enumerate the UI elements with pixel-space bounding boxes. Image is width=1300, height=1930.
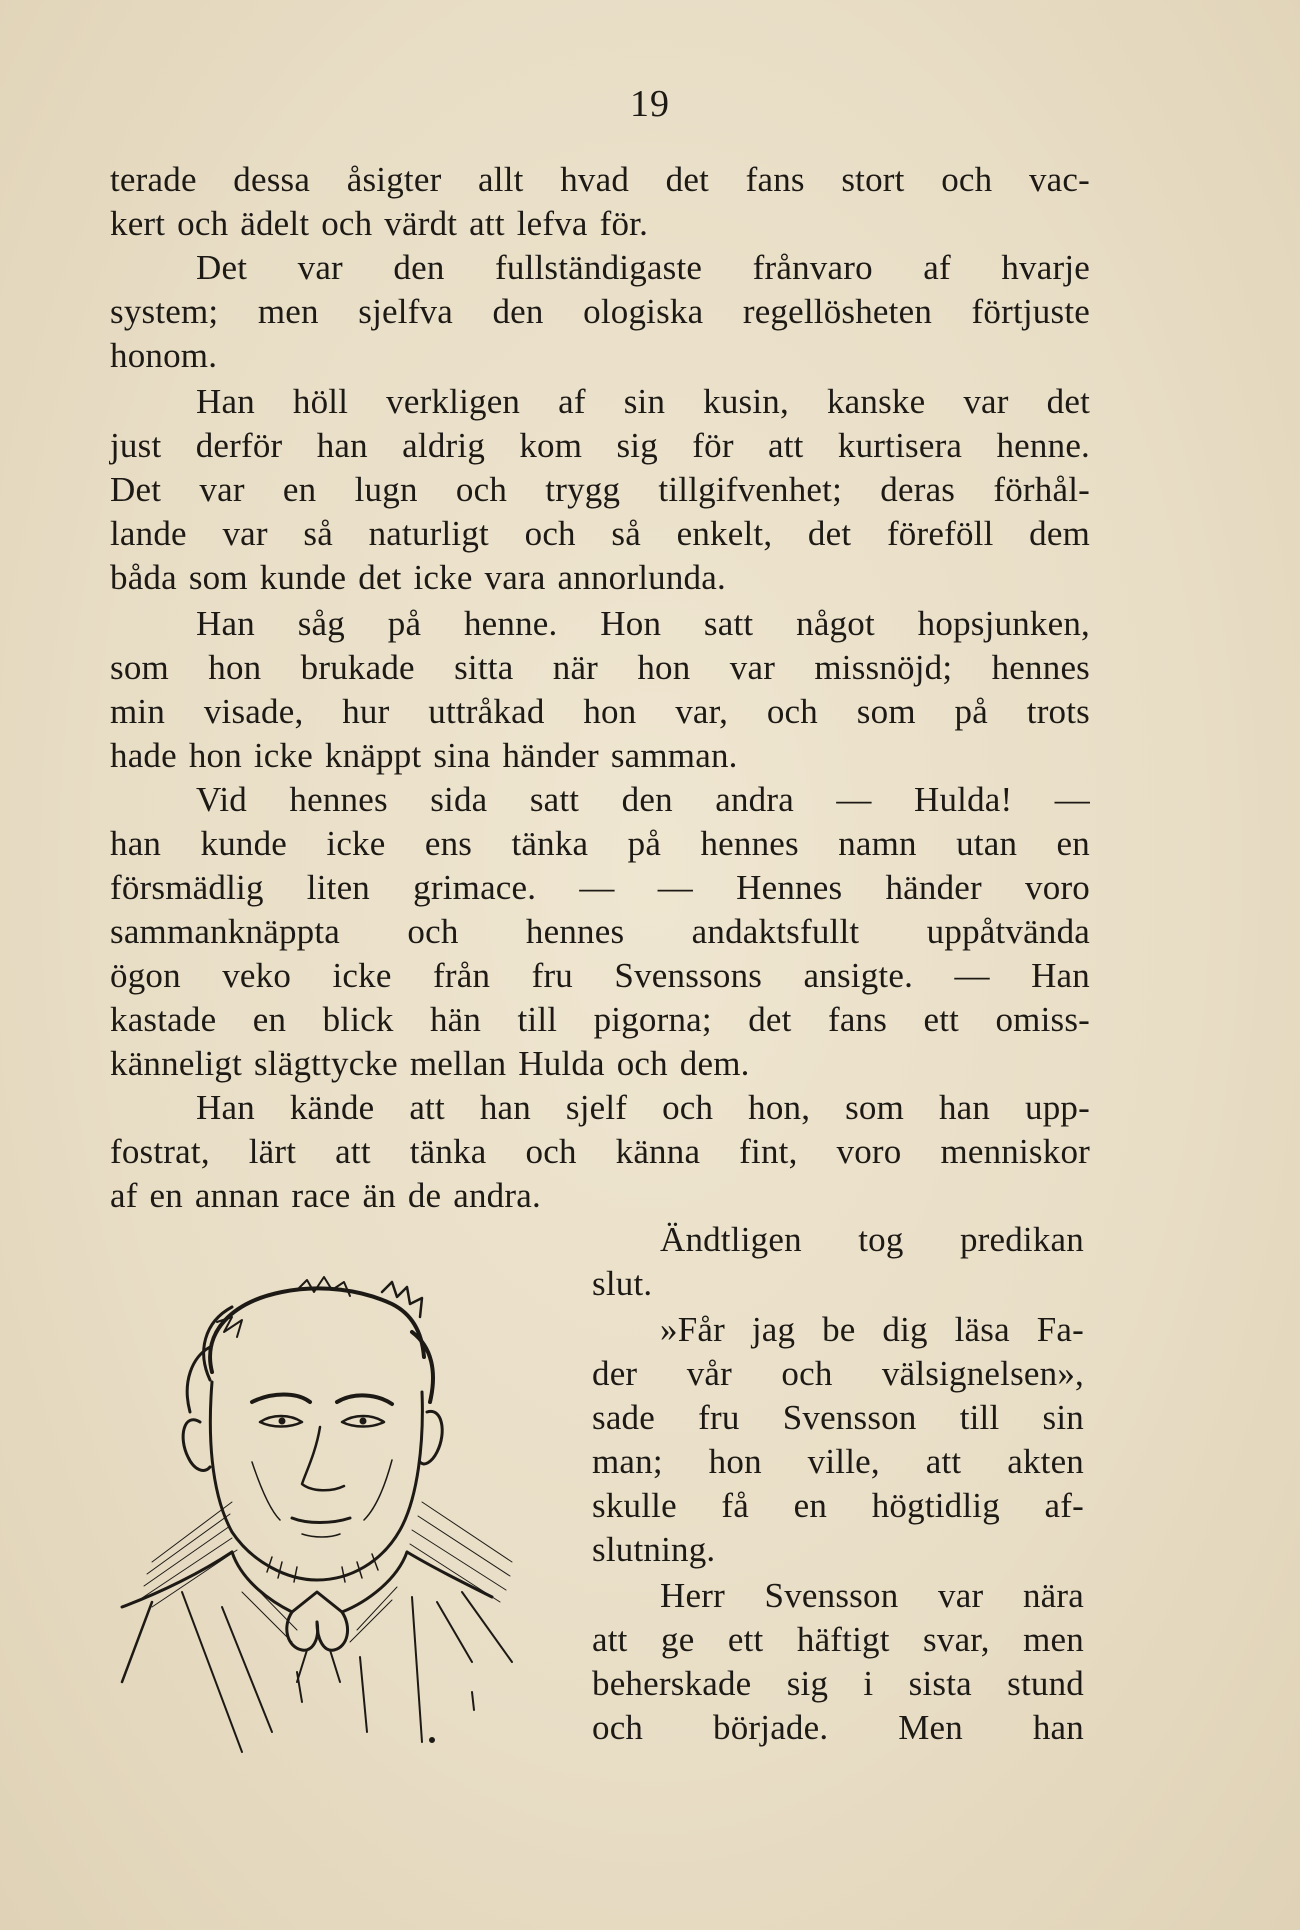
- column-text-line: Ändtligen tog predikan: [660, 1220, 1084, 1259]
- text-line: Han såg på henne. Hon satt något hopsjunken,: [196, 604, 1090, 643]
- text-line: Det var en lugn och trygg tillgifvenhet; deras förhål-: [110, 470, 1090, 509]
- text-line: kastade en blick hän till pigorna; det fans ett omiss-: [110, 1000, 1090, 1039]
- text-line: fostrat, lärt att tänka och känna fint, voro menniskor: [110, 1132, 1090, 1171]
- text-line: terade dessa åsigter allt hvad det fans stort och vac-: [110, 160, 1090, 199]
- column-text-line: slutning.: [592, 1530, 716, 1569]
- column-text-line: och började. Men han: [592, 1708, 1084, 1747]
- text-line: Han kände att han sjelf och hon, som han upp-: [196, 1088, 1090, 1127]
- page-number: 19: [630, 83, 670, 125]
- column-text-line: att ge ett häftigt svar, men: [592, 1620, 1084, 1659]
- column-text-line: sade fru Svensson till sin: [592, 1398, 1084, 1437]
- column-text-line: Herr Svensson var nära: [660, 1576, 1084, 1615]
- text-line: Han höll verkligen af sin kusin, kanske var det: [196, 382, 1090, 421]
- column-text-line: man; hon ville, att akten: [592, 1442, 1084, 1481]
- text-line: försmädlig liten grimace. — — Hennes händer voro: [110, 868, 1090, 907]
- text-line: af en annan race än de andra.: [110, 1176, 541, 1215]
- text-line: system; men sjelfva den ologiska regellösheten förtjuste: [110, 292, 1090, 331]
- text-line: just derför han aldrig kom sig för att kurtisera henne.: [110, 426, 1090, 465]
- column-text-line: der vår och välsignelsen»,: [592, 1354, 1084, 1393]
- text-line: Det var den fullständigaste frånvaro af hvarje: [196, 248, 1090, 287]
- text-line: lande var så naturligt och så enkelt, det föreföll dem: [110, 514, 1090, 553]
- text-line: båda som kunde det icke vara annorlunda.: [110, 558, 726, 597]
- text-line: hade hon icke knäppt sina händer samman.: [110, 736, 738, 775]
- column-text-line: »Får jag be dig läsa Fa-: [660, 1310, 1084, 1349]
- column-text-line: beherskade sig i sista stund: [592, 1664, 1084, 1703]
- text-line: sammanknäppta och hennes andaktsfullt uppåtvända: [110, 912, 1090, 951]
- portrait-illustration: [92, 1262, 562, 1762]
- text-line: min visade, hur uttråkad hon var, och som på trots: [110, 692, 1090, 731]
- text-line: kert och ädelt och värdt att lefva för.: [110, 204, 649, 243]
- column-text-line: slut.: [592, 1264, 653, 1303]
- text-line: som hon brukade sitta när hon var missnöjd; hennes: [110, 648, 1090, 687]
- text-line: han kunde icke ens tänka på hennes namn utan en: [110, 824, 1090, 863]
- column-text-line: skulle få en högtidlig af-: [592, 1486, 1084, 1525]
- text-line: ögon veko icke från fru Svenssons ansigte. — Han: [110, 956, 1090, 995]
- text-line: Vid hennes sida satt den andra — Hulda! —: [196, 780, 1090, 819]
- text-line: honom.: [110, 336, 218, 375]
- text-line: känneligt slägttycke mellan Hulda och dem.: [110, 1044, 750, 1083]
